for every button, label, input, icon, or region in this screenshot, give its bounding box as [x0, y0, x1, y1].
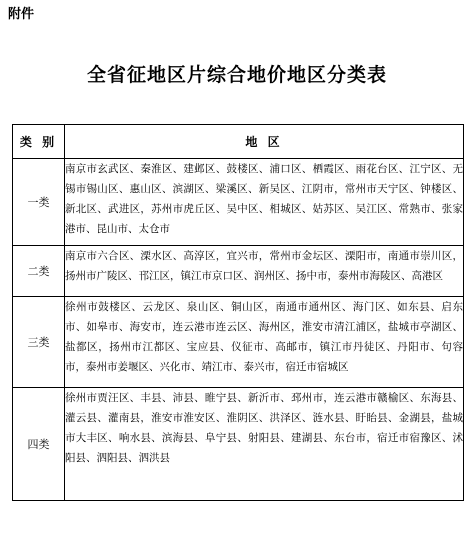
table-row — [13, 159, 464, 246]
category-cell: 一类 — [13, 159, 65, 246]
region-list-cell: 徐州市贾汪区、丰县、沛县、睢宁县、新沂市、邳州市，连云港市赣榆区、东海县、灌云县、灌南县，淮安市淮安区、淮阴区、洪泽区、涟水县、盱眙县、金湖县，盐城市大丰区、响水县、滨海县、阜宁县、射阳县、建湖县、东台市，宿迁市宿豫区、沭阳县、泗阳县、泗洪县 — [65, 388, 464, 501]
category-column-header: 类 别 — [13, 125, 65, 159]
table-row — [13, 246, 464, 297]
document-title: 全省征地区片综合地价地区分类表 — [86, 64, 387, 86]
table-header-row — [13, 125, 464, 159]
category-cell: 二类 — [13, 246, 65, 297]
region-classification-table — [12, 124, 464, 501]
region-column-header: 地 区 — [65, 125, 464, 159]
region-list-cell: 徐州市鼓楼区、云龙区、泉山区、铜山区，南通市通州区、海门区、如东县、启东市、如皋市、海安市，连云港市连云区、海州区，淮安市清江浦区，盐城市亭湖区、盐都区，扬州市江都区、宝应县、仪征市、高邮市，镇江市丹徒区、丹阳市、句容市，泰州市姜堰区、兴化市、靖江市、泰兴市，宿迁市宿城区 — [65, 297, 464, 388]
category-cell: 四类 — [13, 388, 65, 501]
attachment-label: 附件 — [8, 7, 35, 22]
table-row — [13, 297, 464, 388]
region-list-cell: 南京市玄武区、秦淮区、建邺区、鼓楼区、浦口区、栖霞区、雨花台区、江宁区、无锡市锡山区、惠山区、滨湖区、梁溪区、新吴区、江阴市，常州市天宁区、钟楼区、新北区、武进区，苏州市虎丘区、吴中区、相城区、姑苏区、吴江区、常熟市、张家港市、昆山市、太仓市 — [65, 159, 464, 246]
category-cell: 三类 — [13, 297, 65, 388]
region-list-cell: 南京市六合区、溧水区、高淳区，宜兴市，常州市金坛区、溧阳市，南通市崇川区，扬州市广陵区、邗江区，镇江市京口区、润州区、扬中市，泰州市海陵区、高港区 — [65, 246, 464, 297]
table-row — [13, 388, 464, 501]
